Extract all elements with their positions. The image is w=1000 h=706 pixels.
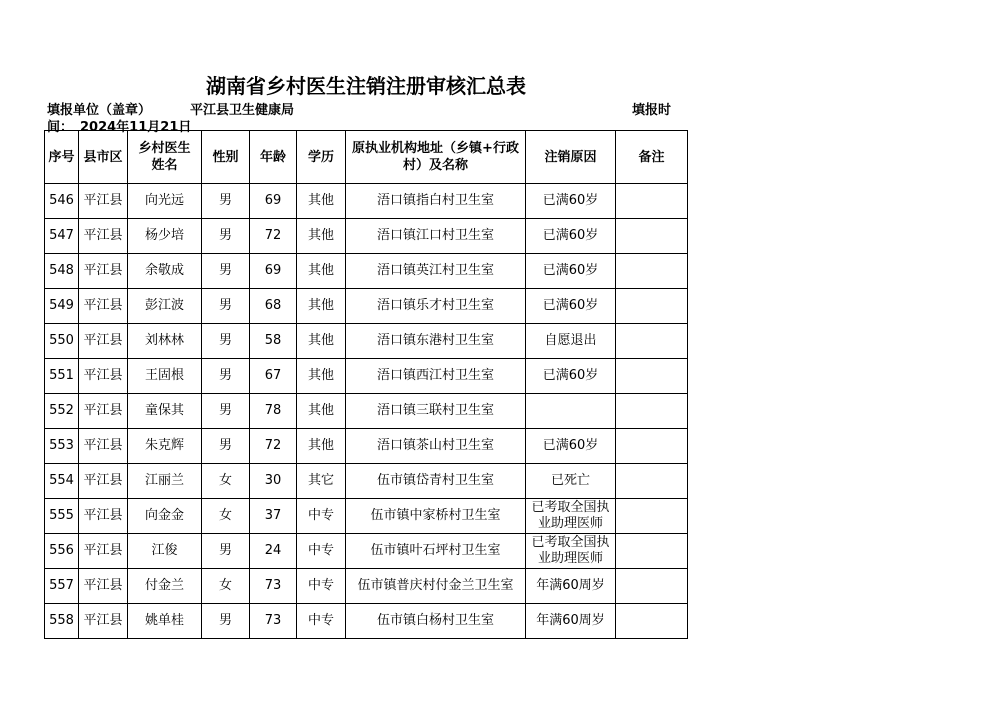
cell-education: 其他 <box>297 394 346 429</box>
cell-gender: 女 <box>202 569 250 604</box>
cell-institution: 伍市镇白杨村卫生室 <box>346 604 526 639</box>
table-row <box>45 569 688 604</box>
date-label-part2: 间： <box>47 120 74 135</box>
cell-institution: 浯口镇三联村卫生室 <box>346 394 526 429</box>
cell-doctor-name: 江丽兰 <box>128 464 202 499</box>
cell-education: 其他 <box>297 289 346 324</box>
cell-education: 其它 <box>297 464 346 499</box>
cell-doctor-name: 向金金 <box>128 499 202 534</box>
cell-county: 平江县 <box>79 429 128 464</box>
cell-county: 平江县 <box>79 324 128 359</box>
cell-county: 平江县 <box>79 604 128 639</box>
cell-index: 552 <box>45 394 79 429</box>
cell-age: 73 <box>250 569 297 604</box>
cell-age: 72 <box>250 429 297 464</box>
cell-institution: 浯口镇乐才村卫生室 <box>346 289 526 324</box>
cell-index: 550 <box>45 324 79 359</box>
cell-education: 中专 <box>297 569 346 604</box>
cell-doctor-name: 童保其 <box>128 394 202 429</box>
cell-remarks <box>616 464 688 499</box>
table-row <box>45 359 688 394</box>
cell-index: 558 <box>45 604 79 639</box>
header-age: 年龄 <box>250 131 297 184</box>
cell-gender: 男 <box>202 429 250 464</box>
cell-reason: 已考取全国执业助理医师 <box>526 499 616 534</box>
table-row <box>45 254 688 289</box>
cell-age: 69 <box>250 184 297 219</box>
header-institution: 原执业机构地址（乡镇+行政村）及名称 <box>346 131 526 184</box>
cell-gender: 男 <box>202 604 250 639</box>
table-row <box>45 464 688 499</box>
table-row <box>45 499 688 534</box>
cell-gender: 女 <box>202 499 250 534</box>
cell-age: 69 <box>250 254 297 289</box>
table-row <box>45 534 688 569</box>
summary-table <box>44 130 688 639</box>
report-date: 2024年11月21日 <box>80 120 192 135</box>
cell-remarks <box>616 359 688 394</box>
cell-county: 平江县 <box>79 464 128 499</box>
cell-index: 556 <box>45 534 79 569</box>
cell-county: 平江县 <box>79 499 128 534</box>
cell-index: 549 <box>45 289 79 324</box>
table-row <box>45 289 688 324</box>
header-index: 序号 <box>45 131 79 184</box>
table-row <box>45 394 688 429</box>
cell-gender: 男 <box>202 534 250 569</box>
page-title: 湖南省乡村医生注销注册审核汇总表 <box>206 74 526 98</box>
cell-remarks <box>616 394 688 429</box>
cell-institution: 浯口镇指白村卫生室 <box>346 184 526 219</box>
cell-index: 547 <box>45 219 79 254</box>
table-row <box>45 429 688 464</box>
header-doctor-name: 乡村医生姓名 <box>128 131 202 184</box>
cell-doctor-name: 江俊 <box>128 534 202 569</box>
cell-reason: 年满60周岁 <box>526 569 616 604</box>
cell-remarks <box>616 289 688 324</box>
cell-education: 其他 <box>297 254 346 289</box>
date-label-part1: 填报时 <box>632 103 672 118</box>
cell-doctor-name: 姚单桂 <box>128 604 202 639</box>
cell-index: 554 <box>45 464 79 499</box>
table-row <box>45 184 688 219</box>
cell-reason: 年满60周岁 <box>526 604 616 639</box>
cell-index: 548 <box>45 254 79 289</box>
cell-age: 67 <box>250 359 297 394</box>
cell-age: 24 <box>250 534 297 569</box>
cell-institution: 伍市镇中家桥村卫生室 <box>346 499 526 534</box>
cell-gender: 男 <box>202 289 250 324</box>
cell-doctor-name: 杨少培 <box>128 219 202 254</box>
cell-age: 78 <box>250 394 297 429</box>
cell-gender: 男 <box>202 184 250 219</box>
cell-reason: 已满60岁 <box>526 254 616 289</box>
cell-institution: 伍市镇叶石坪村卫生室 <box>346 534 526 569</box>
cell-index: 546 <box>45 184 79 219</box>
cell-age: 37 <box>250 499 297 534</box>
cell-reason: 已满60岁 <box>526 429 616 464</box>
cell-education: 中专 <box>297 499 346 534</box>
cell-education: 其他 <box>297 184 346 219</box>
cell-institution: 浯口镇东港村卫生室 <box>346 324 526 359</box>
header-county: 县市区 <box>79 131 128 184</box>
cell-reason: 自愿退出 <box>526 324 616 359</box>
cell-remarks <box>616 219 688 254</box>
cell-county: 平江县 <box>79 534 128 569</box>
cell-education: 其他 <box>297 429 346 464</box>
cell-doctor-name: 余敬成 <box>128 254 202 289</box>
cell-index: 551 <box>45 359 79 394</box>
cell-remarks <box>616 534 688 569</box>
cell-county: 平江县 <box>79 254 128 289</box>
cell-reason: 已满60岁 <box>526 184 616 219</box>
cell-institution: 浯口镇西江村卫生室 <box>346 359 526 394</box>
header-education: 学历 <box>297 131 346 184</box>
unit-name: 平江县卫生健康局 <box>190 103 295 118</box>
cell-index: 557 <box>45 569 79 604</box>
cell-index: 553 <box>45 429 79 464</box>
cell-county: 平江县 <box>79 569 128 604</box>
cell-gender: 男 <box>202 394 250 429</box>
cell-reason: 已满60岁 <box>526 359 616 394</box>
cell-doctor-name: 刘林林 <box>128 324 202 359</box>
cell-reason: 已满60岁 <box>526 289 616 324</box>
unit-label: 填报单位（盖章） <box>47 103 152 118</box>
cell-reason: 已满60岁 <box>526 219 616 254</box>
cell-institution: 伍市镇岱青村卫生室 <box>346 464 526 499</box>
cell-remarks <box>616 429 688 464</box>
cell-remarks <box>616 499 688 534</box>
cell-county: 平江县 <box>79 219 128 254</box>
cell-age: 58 <box>250 324 297 359</box>
cell-remarks <box>616 254 688 289</box>
header-reason: 注销原因 <box>526 131 616 184</box>
table-row <box>45 604 688 639</box>
cell-remarks <box>616 569 688 604</box>
cell-index: 555 <box>45 499 79 534</box>
cell-reason <box>526 394 616 429</box>
cell-gender: 女 <box>202 464 250 499</box>
cell-gender: 男 <box>202 254 250 289</box>
cell-gender: 男 <box>202 359 250 394</box>
cell-institution: 伍市镇普庆村付金兰卫生室 <box>346 569 526 604</box>
cell-age: 68 <box>250 289 297 324</box>
header-gender: 性别 <box>202 131 250 184</box>
cell-education: 中专 <box>297 534 346 569</box>
cell-education: 其他 <box>297 219 346 254</box>
cell-county: 平江县 <box>79 184 128 219</box>
cell-education: 中专 <box>297 604 346 639</box>
cell-education: 其他 <box>297 359 346 394</box>
cell-county: 平江县 <box>79 289 128 324</box>
cell-institution: 浯口镇茶山村卫生室 <box>346 429 526 464</box>
cell-county: 平江县 <box>79 359 128 394</box>
cell-doctor-name: 朱克辉 <box>128 429 202 464</box>
cell-gender: 男 <box>202 219 250 254</box>
cell-reason: 已考取全国执业助理医师 <box>526 534 616 569</box>
cell-doctor-name: 付金兰 <box>128 569 202 604</box>
cell-remarks <box>616 184 688 219</box>
cell-institution: 浯口镇英江村卫生室 <box>346 254 526 289</box>
cell-remarks <box>616 324 688 359</box>
cell-county: 平江县 <box>79 394 128 429</box>
table-row <box>45 219 688 254</box>
table-row <box>45 324 688 359</box>
cell-gender: 男 <box>202 324 250 359</box>
header-row <box>45 131 688 184</box>
cell-institution: 浯口镇江口村卫生室 <box>346 219 526 254</box>
cell-age: 30 <box>250 464 297 499</box>
cell-doctor-name: 彭江波 <box>128 289 202 324</box>
cell-reason: 已死亡 <box>526 464 616 499</box>
cell-education: 其他 <box>297 324 346 359</box>
cell-doctor-name: 向光远 <box>128 184 202 219</box>
cell-age: 73 <box>250 604 297 639</box>
cell-remarks <box>616 604 688 639</box>
cell-age: 72 <box>250 219 297 254</box>
cell-doctor-name: 王固根 <box>128 359 202 394</box>
header-remarks: 备注 <box>616 131 688 184</box>
